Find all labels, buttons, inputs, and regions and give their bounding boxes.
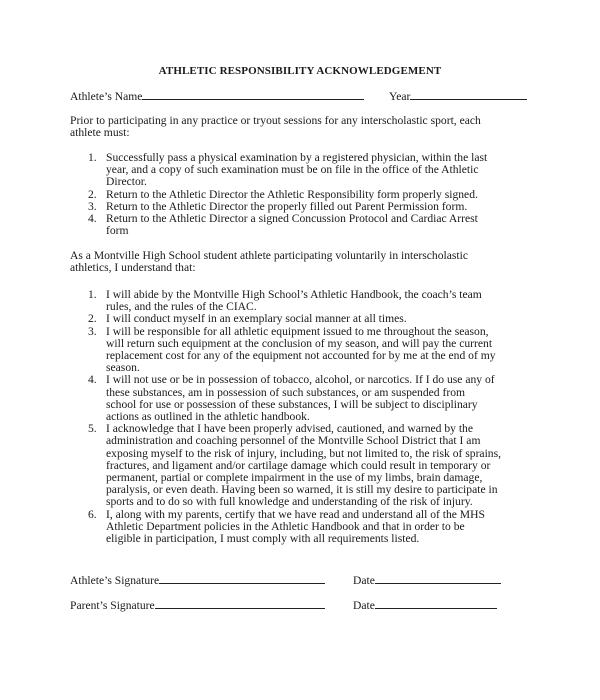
list-item-line: permanent, partial or complete impairment in the use of my limbs, brain damage, [106, 471, 483, 485]
list-number: 6. [88, 507, 97, 521]
list-item-line: I, along with my parents, certify that we have read and understand all of the MHS [106, 507, 485, 521]
list-item [70, 313, 540, 325]
list-number: 2. [88, 187, 97, 201]
list-item [70, 213, 540, 237]
list-item-line: actions as outlined in the athletic handbook. [106, 410, 310, 424]
list-item-line: Successfully pass a physical examination by a registered physician, within the last [106, 151, 488, 164]
list-item [70, 423, 540, 508]
list-item-line: season. [106, 361, 140, 375]
parent-signature-blank[interactable] [155, 599, 325, 609]
list-number: 2. [88, 312, 97, 326]
parent-date-blank[interactable] [375, 599, 497, 609]
list-item [70, 326, 540, 375]
statement-line: athletics, I understand that: [70, 261, 196, 275]
list-number: 5. [88, 422, 97, 436]
list-item-line: paralysis, or even death. Having been so warned, it is still my desire to participate in [106, 483, 498, 497]
list-item-line: Return to the Athletic Director a signed Concussion Protocol and Cardiac Arrest [106, 212, 478, 226]
list-item-line: Athletic Department policies in the Athletic Handbook and that in order to be [106, 519, 465, 533]
list-number: 3. [88, 199, 97, 213]
list-number: 1. [88, 288, 97, 301]
list-item-line: will return such equipment at the conclusion of my season, and will pay the current [106, 336, 493, 350]
date-label: Date [353, 574, 375, 587]
athlete-date-field[interactable] [353, 574, 501, 587]
list-item-line: exposing myself to the risk of injury, including, but not limited to, the risk of sprains, [106, 446, 502, 460]
understandings-list [70, 289, 540, 545]
athlete-signature-label: Athlete’s Signature [70, 574, 160, 587]
list-item [70, 289, 540, 313]
intro-line: Prior to participating in any practice or tryout sessions for any interscholastic sport, each [70, 114, 481, 127]
athlete-signature-blank[interactable] [159, 574, 325, 584]
athlete-date-blank[interactable] [375, 574, 501, 584]
list-item-line: I will conduct myself in an exemplary social manner at all times. [106, 312, 407, 326]
parent-signature-label: Parent’s Signature [70, 599, 155, 612]
list-item-line: these substances, am in possession of such substances, or am suspended from [106, 385, 466, 399]
year-blank[interactable] [410, 90, 527, 100]
list-item-line: eligible in participation, I must comply with all requirements listed. [106, 532, 420, 546]
list-item-line: fractures, and ligament and/or cartilage damage which could result in temporary or [106, 458, 491, 472]
list-item-line: Return to the Athletic Director the Athletic Responsibility form properly signed. [106, 187, 478, 201]
list-number: 4. [88, 373, 97, 387]
statement-line: As a Montville High School student athlete participating voluntarily in interscholastic [70, 249, 468, 262]
list-item-line: I will abide by the Montville High School’s Athletic Handbook, the coach’s team [106, 288, 482, 301]
list-item-line: Director. [106, 175, 147, 189]
list-item-line: I acknowledge that I have been properly advised, cautioned, and warned by the [106, 422, 473, 436]
intro-line: athlete must: [70, 126, 130, 140]
date-label: Date [353, 599, 375, 612]
list-item [70, 509, 540, 546]
athlete-name-blank[interactable] [142, 90, 364, 100]
athlete-signature-field[interactable] [70, 574, 325, 587]
document-title: ATHLETIC RESPONSIBILITY ACKNOWLEDGEMENT [158, 65, 442, 77]
list-item-line: Return to the Athletic Director the properly filled out Parent Permission form. [106, 199, 468, 213]
athlete-name-field[interactable] [70, 90, 364, 103]
list-item [70, 152, 540, 189]
list-item-line: I will be responsible for all athletic equipment issued to me throughout the season, [106, 324, 489, 338]
list-item-line: year, and a copy of such examination must be on file in the office of the Athletic [106, 163, 479, 177]
list-item [70, 374, 540, 423]
list-item-line: rules, and the rules of the CIAC. [106, 300, 257, 314]
year-field[interactable] [389, 90, 527, 103]
year-label: Year [389, 90, 411, 103]
list-item-line: replacement cost for any of the equipment not accounted for by me at the end of my [106, 349, 496, 363]
requirements-list [70, 152, 540, 237]
parent-date-field[interactable] [353, 599, 497, 612]
list-number: 3. [88, 324, 97, 338]
list-item-line: I will not use or be in possession of tobacco, alcohol, or narcotics. If I do use any of [106, 373, 495, 387]
list-number: 4. [88, 212, 97, 226]
list-item-line: administration and coaching personnel of the Montville School District that I am [106, 434, 481, 448]
parent-signature-field[interactable] [70, 599, 325, 612]
list-item-line: form [106, 224, 129, 238]
intro-paragraph [70, 115, 540, 139]
statement-paragraph [70, 250, 540, 274]
list-number: 1. [88, 151, 97, 164]
list-item-line: school for use or possession of these substances, I will be subject to disciplinary [106, 397, 478, 411]
list-item [70, 189, 540, 201]
athlete-name-label: Athlete’s Name [70, 90, 143, 103]
list-item-line: sports and to do so with full knowledge and understanding of the risk of injury. [106, 495, 473, 509]
